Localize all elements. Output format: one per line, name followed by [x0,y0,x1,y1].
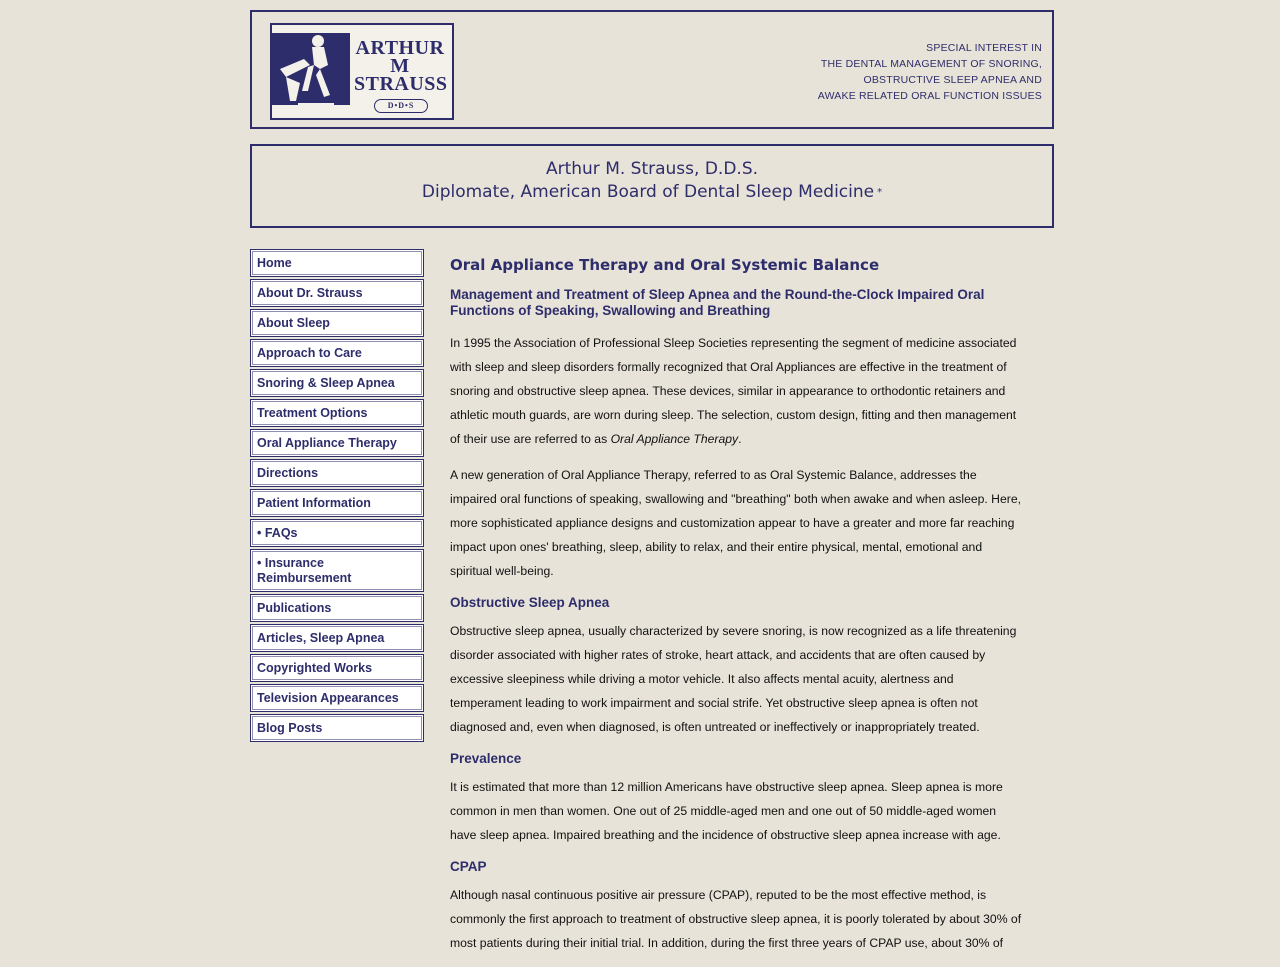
nav-publications[interactable]: Publications [250,594,424,622]
nav-television-appearances[interactable]: Television Appearances [250,684,424,712]
nav-copyrighted-works[interactable]: Copyrighted Works [250,654,424,682]
nav-insurance-reimbursement[interactable]: • Insurance Reimbursement [250,549,424,592]
nav-faqs[interactable]: • FAQs [250,519,424,547]
paragraph-end: . [738,432,742,446]
paragraph-osb: A new generation of Oral Appliance Therapy, referred to as Oral Systemic Balance, addresses the impaired oral functions of speaking, swallowing and "breathing" both when awake and when asleep. Here, more sophisticated appliance designs and customization appear to have a greater and more far reaching impact upon ones' breathing, sleep, ability to relax, and their entire physical, mental, emotional and spiritual well-being. [450,468,1021,578]
logo-line-1: ARTHUR [355,37,445,59]
logo-dds-badge: D•D•S [374,99,428,113]
paragraph-prevalence: It is estimated that more than 12 million Americans have obstructive sleep apnea. Sleep apnea is more common in men than women. One out of 25 middle-aged men and one out of 50 middle-aged women have sleep apnea. Impaired breathing and the incidence of obstructive sleep apnea increase with age. [450,780,1003,842]
nav-snoring-sleep-apnea[interactable]: Snoring & Sleep Apnea [250,369,424,397]
nav-home[interactable]: Home [250,249,424,277]
tagline-line: AWAKE RELATED ORAL FUNCTION ISSUES [817,90,1042,102]
site-logo[interactable] [270,23,454,120]
nav-articles-sleep-apnea[interactable]: Articles, Sleep Apnea [250,624,424,652]
doctor-credential [252,181,1052,204]
credential-text: Diplomate, American Board of Dental Sleep Medicine [421,182,875,202]
nav-approach-to-care[interactable]: Approach to Care [250,339,424,367]
nav-blog-posts[interactable]: Blog Posts [250,714,424,742]
tagline-line: THE DENTAL MANAGEMENT OF SNORING, [820,58,1042,70]
paragraph-emphasis: Oral Appliance Therapy [610,432,739,446]
paragraph-intro [450,331,1025,451]
heading-prevalence: Prevalence [450,751,522,766]
paragraph-text: In 1995 the Association of Professional Sleep Societies representing the segment of medicine associated with sleep and sleep disorders formally recognized that Oral Appliances are effective in the treatment of snoring and obstructive sleep apnea. These devices, similar in appearance to orthodontic retainers and athletic mouth guards, are worn during sleep. The selection, custom design, fitting and then management of their use are referred to as [450,336,1017,446]
nav-about-dr-strauss[interactable]: About Dr. Strauss [250,279,424,307]
sidebar-nav [250,249,424,744]
header-tagline [682,40,1042,104]
heading-obstructive-sleep-apnea: Obstructive Sleep Apnea [450,595,610,610]
paragraph-osa: Obstructive sleep apnea, usually characterized by severe snoring, is now recognized as a life threatening disorder associated with higher rates of stroke, heart attack, and accidents that are often caused by excessive sleepiness while driving a motor vehicle. It also affects mental acuity, alertness and temperament leading to work impairment and social strife. Yet obstructive sleep apnea is often not diagnosed and, even when diagnosed, is often untreated or ineffectively or inappropriately treated. [450,624,1017,734]
main-content [450,255,1025,967]
tagline-line: OBSTRUCTIVE SLEEP APNEA AND [863,74,1042,86]
nav-about-sleep[interactable]: About Sleep [250,309,424,337]
tagline-line: SPECIAL INTEREST IN [926,42,1042,54]
nav-patient-information[interactable]: Patient Information [250,489,424,517]
page-subtitle: Management and Treatment of Sleep Apnea and the Round-the-Clock Impaired Oral Functions of Speaking, Swallowing and Breathing [450,287,985,318]
logo-wordmark [354,39,446,93]
paragraph-cpap: Although nasal continuous positive air pressure (CPAP), reputed to be the most effective method, is commonly the first approach to treatment of obstructive sleep apnea, it is poorly tolerated by about 30% of most patients during their initial trial. In addition, during the first three years of CPAP use, about 30% of [450,888,1022,950]
nav-oral-appliance-therapy[interactable]: Oral Appliance Therapy [250,429,424,457]
credential-asterisk[interactable]: * [877,187,883,198]
doctor-name: Arthur M. Strauss, D.D.S. [545,159,759,179]
dentist-patient-icon [274,25,354,113]
logo-line-3: STRAUSS [354,73,448,95]
heading-cpap: CPAP [450,859,487,874]
nav-directions[interactable]: Directions [250,459,424,487]
site-header [250,10,1054,129]
logo-line-2: M [390,55,410,77]
title-banner [250,144,1054,228]
nav-treatment-options[interactable]: Treatment Options [250,399,424,427]
page-title: Oral Appliance Therapy and Oral Systemic Balance [450,256,880,274]
